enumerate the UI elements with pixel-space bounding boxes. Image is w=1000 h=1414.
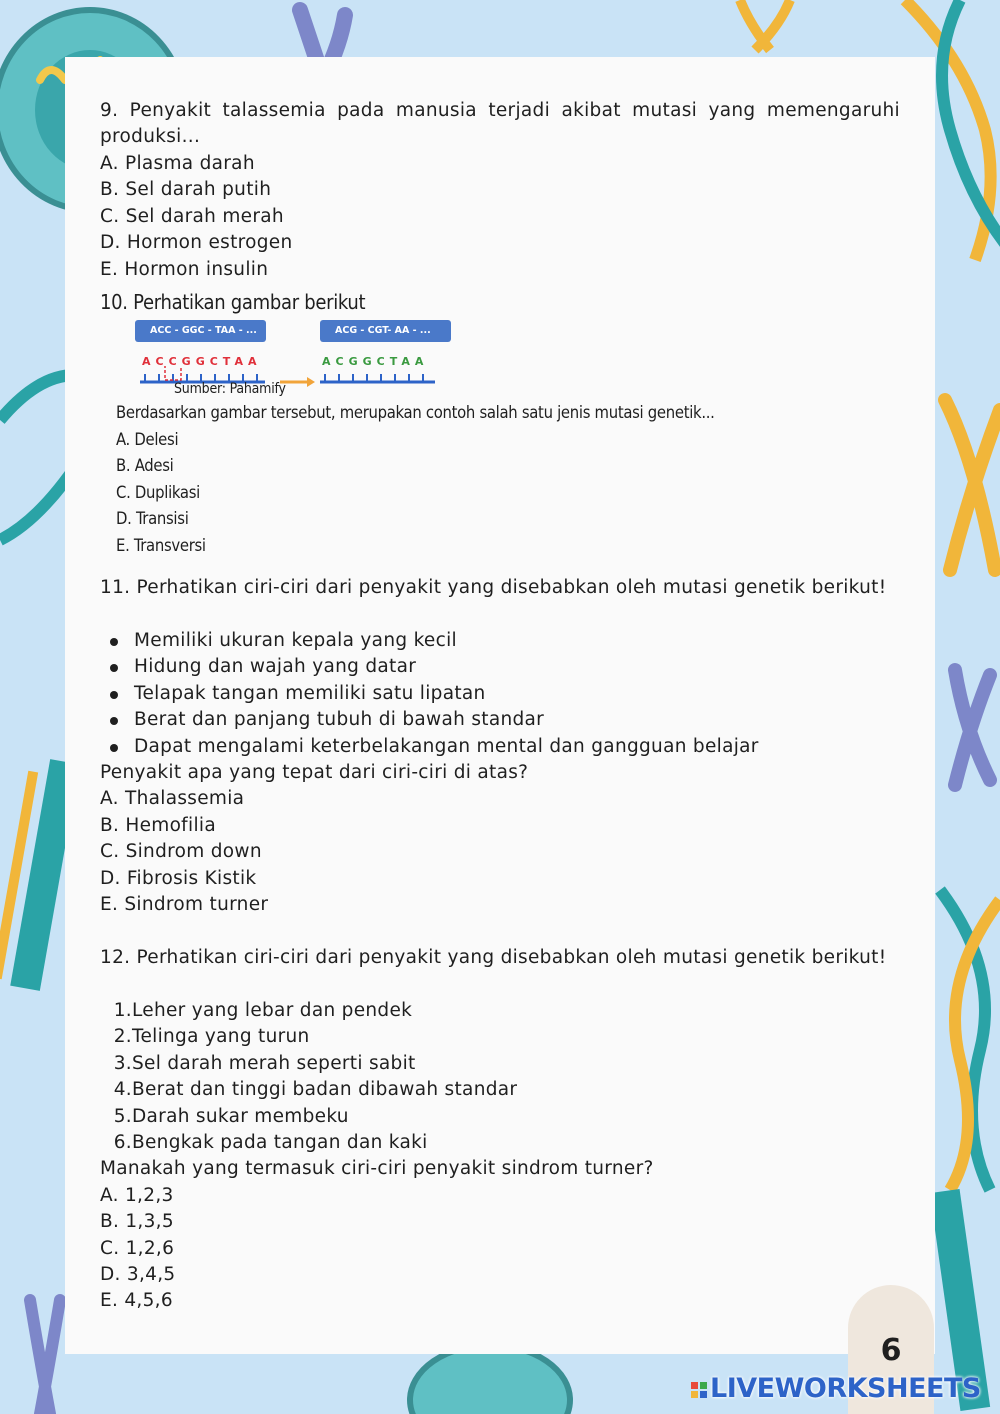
page-number: 6 bbox=[880, 1333, 902, 1368]
question-11-bullet-list bbox=[100, 628, 900, 760]
item-number: 2. bbox=[113, 1026, 132, 1048]
chromosome-right-icon bbox=[945, 400, 1000, 785]
question-12-option-b[interactable]: B. 1,3,5 bbox=[100, 1211, 174, 1233]
numbered-item bbox=[100, 1024, 900, 1050]
item-text: Leher yang lebar dan pendek bbox=[132, 1000, 413, 1021]
brand-name: LIVEWORKSHEETS bbox=[710, 1373, 981, 1404]
sequence-before: ACCGGCTAA bbox=[142, 355, 262, 368]
question-12-option-a[interactable]: A. 1,2,3 bbox=[100, 1184, 174, 1206]
question-10-option-b[interactable]: B. Adesi bbox=[116, 456, 174, 475]
item-text: Bengkak pada tangan dan kaki bbox=[132, 1132, 428, 1154]
question-12-option-c[interactable]: C. 1,2,6 bbox=[100, 1237, 175, 1259]
item-text: Darah sukar membeku bbox=[132, 1105, 349, 1127]
question-11-body bbox=[100, 628, 900, 918]
question-10-body bbox=[116, 400, 896, 559]
question-11-option-d[interactable]: D. Fibrosis Kistik bbox=[100, 867, 257, 889]
codon-label-before: ACC - GGC - TAA - ... bbox=[135, 320, 266, 342]
question-11-option-a[interactable]: A. Thalassemia bbox=[100, 788, 245, 810]
cell-bottom-icon bbox=[410, 1345, 570, 1414]
bullet-item: Berat dan panjang tubuh di bawah standar bbox=[100, 707, 900, 733]
numbered-item bbox=[100, 1130, 900, 1156]
question-10-option-a[interactable]: A. Delesi bbox=[116, 429, 179, 449]
sequence-after: ACGGCTAA bbox=[322, 355, 429, 368]
question-10-title: 10. Perhatikan gambar berikut bbox=[100, 290, 366, 314]
bullet-item: Hidung dan wajah yang datar bbox=[100, 654, 900, 680]
item-number: 4. bbox=[113, 1079, 132, 1101]
question-9-option-d[interactable]: D. Hormon estrogen bbox=[100, 232, 293, 254]
figure-source: Sumber: Pahamify bbox=[174, 381, 286, 397]
question-9 bbox=[100, 98, 900, 151]
question-11-option-b[interactable]: B. Hemofilia bbox=[100, 814, 216, 836]
item-number: 5. bbox=[113, 1105, 132, 1127]
question-11 bbox=[100, 575, 900, 601]
numbered-item bbox=[100, 1051, 900, 1077]
question-9-option-e[interactable]: E. Hormon insulin bbox=[100, 258, 269, 280]
numbered-item bbox=[100, 1104, 900, 1130]
numbered-item bbox=[100, 998, 900, 1024]
item-text: Berat dan tinggi badan dibawah standar bbox=[132, 1079, 518, 1101]
bullet-item: Dapat mengalami keterbelakangan mental dan gangguan belajar bbox=[100, 734, 900, 760]
item-text: Telinga yang turun bbox=[132, 1026, 310, 1048]
dna-helix-right-icon bbox=[940, 890, 1000, 1190]
question-9-stem: 9. Penyakit talassemia pada manusia terjadi akibat mutasi yang memengaruhi produksi... bbox=[100, 100, 900, 148]
chromosome-bottom-icon bbox=[30, 1300, 60, 1414]
brand-watermark bbox=[690, 1373, 981, 1404]
bullet-item: Memiliki ukuran kepala yang kecil bbox=[100, 628, 900, 654]
question-12-option-d[interactable]: D. 3,4,5 bbox=[100, 1264, 176, 1286]
question-9-option-b[interactable]: B. Sel darah putih bbox=[100, 179, 272, 201]
codon-label-after: ACG - CGT- AA - ... bbox=[320, 320, 451, 342]
question-10-option-d[interactable]: D. Transisi bbox=[116, 509, 189, 528]
question-10-option-e[interactable]: E. Transversi bbox=[116, 535, 206, 555]
question-9-options bbox=[100, 151, 900, 283]
brand-logo-icon bbox=[690, 1381, 710, 1399]
question-12-option-e[interactable]: E. 4,5,6 bbox=[100, 1290, 173, 1312]
question-12-stem: 12. Perhatikan ciri-ciri dari penyakit yang disebabkan oleh mutasi genetik berikut! bbox=[100, 947, 887, 968]
item-number: 6. bbox=[113, 1132, 132, 1154]
item-number: 1. bbox=[113, 1000, 132, 1021]
bullet-item: Telapak tangan memiliki satu lipatan bbox=[100, 681, 900, 707]
question-12-question: Manakah yang termasuk ciri-ciri penyakit sindrom turner? bbox=[100, 1158, 654, 1180]
question-11-stem: 11. Perhatikan ciri-ciri dari penyakit yang disebabkan oleh mutasi genetik berikut! bbox=[100, 577, 887, 598]
question-9-option-a[interactable]: A. Plasma darah bbox=[100, 153, 255, 174]
question-12 bbox=[100, 945, 900, 971]
question-9-option-c[interactable]: C. Sel darah merah bbox=[100, 205, 284, 227]
question-12-body bbox=[100, 998, 900, 1315]
item-text: Sel darah merah seperti sabit bbox=[132, 1052, 416, 1074]
question-11-option-c[interactable]: C. Sindrom down bbox=[100, 841, 262, 863]
question-11-question: Penyakit apa yang tepat dari ciri-ciri di atas? bbox=[100, 762, 529, 784]
question-10-option-c[interactable]: C. Duplikasi bbox=[116, 482, 200, 502]
question-11-option-e[interactable]: E. Sindrom turner bbox=[100, 894, 269, 916]
numbered-item bbox=[100, 1077, 900, 1103]
item-number: 3. bbox=[113, 1052, 132, 1074]
question-10-stem: Berdasarkan gambar tersebut, merupakan contoh salah satu jenis mutasi genetik... bbox=[116, 403, 715, 422]
